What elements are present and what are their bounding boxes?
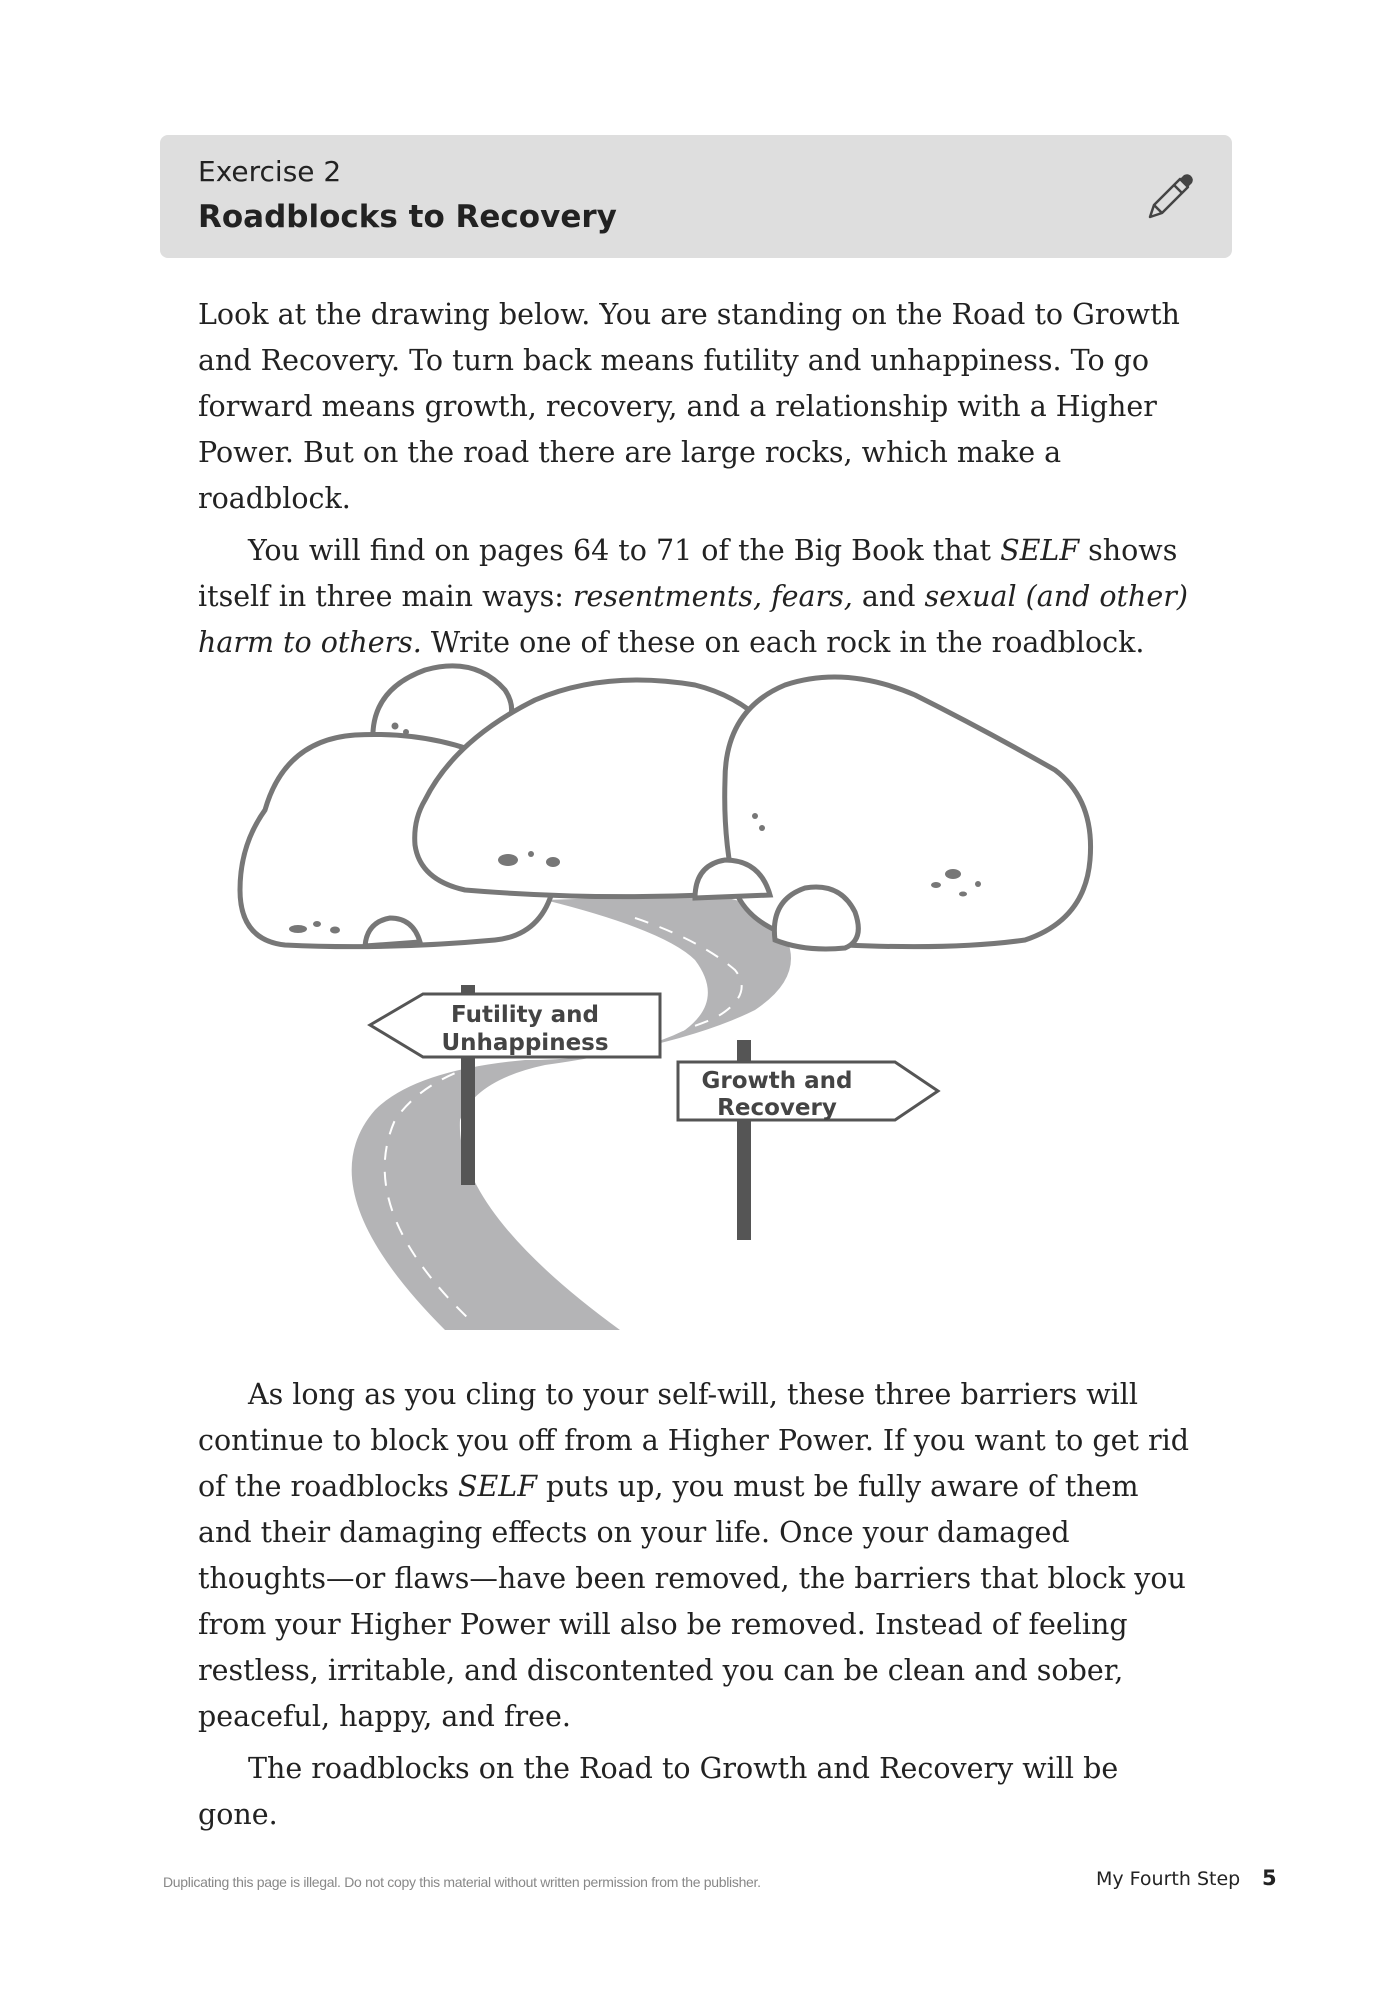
sign-left-line-2: Unhappiness — [441, 1030, 609, 1056]
copyright-notice: Duplicating this page is illegal. Do not copy this material without written permission from the publisher. — [163, 1874, 761, 1890]
sign-left-line-1: Futility and — [451, 1002, 599, 1028]
exercise-header — [160, 135, 1232, 258]
pencil-icon — [1140, 171, 1196, 227]
ways-term: resentments, fears, — [572, 580, 853, 613]
page-number: 5 — [1262, 1866, 1277, 1890]
closing-text — [198, 1372, 1198, 1838]
intro-paragraph-2 — [198, 528, 1198, 666]
intro-paragraph-1: Look at the drawing below. You are standing on the Road to Growth and Recovery. To turn back means futility and unhappiness. To go forward means growth, recovery, and a relationship with a Higher Power. But on the road there are large rocks, which make a roadblock. — [198, 298, 1180, 515]
self-term: SELF — [1000, 534, 1080, 567]
self-term: SELF — [457, 1470, 537, 1503]
sign-right-line-2: Recovery — [717, 1095, 837, 1121]
exercise-title: Roadblocks to Recovery — [198, 199, 617, 235]
closing-paragraph-1 — [198, 1372, 1198, 1740]
closing-paragraph-2: The roadblocks on the Road to Growth and Recovery will be gone. — [198, 1752, 1119, 1831]
book-title: My Fourth Step — [1096, 1868, 1241, 1890]
closing-text-run: puts up, you must be fully aware of them and their damaging effects on your life. Once your damaged thoughts—or flaws—have been removed, the barriers that block you from your Higher Power will also be removed. Instead of feeling restless, irritable, and discontented you can be clean and sober, peaceful, happy, and free. — [198, 1470, 1186, 1733]
intro-text-run: You will find on pages 64 to 71 of the Big Book that — [248, 534, 1001, 567]
intro-text-run: and — [852, 580, 925, 613]
intro-text-run: Write one of these on each rock in the roadblock. — [421, 626, 1145, 659]
roadblock-illustration — [225, 650, 1125, 1330]
sign-right-line-1: Growth and — [701, 1068, 853, 1094]
intro-text-run: shows itself in three main ways: — [198, 534, 1178, 613]
pebble-right-front — [774, 887, 858, 949]
exercise-label: Exercise 2 — [198, 155, 342, 188]
closing-text-run: As long as you cling to your self-will, these three barriers will continue to block you off from a Higher Power. If you want to get rid of the roadblocks — [198, 1378, 1190, 1503]
harm-term: sexual (and other) harm to others. — [198, 580, 1188, 659]
intro-text — [198, 292, 1198, 666]
